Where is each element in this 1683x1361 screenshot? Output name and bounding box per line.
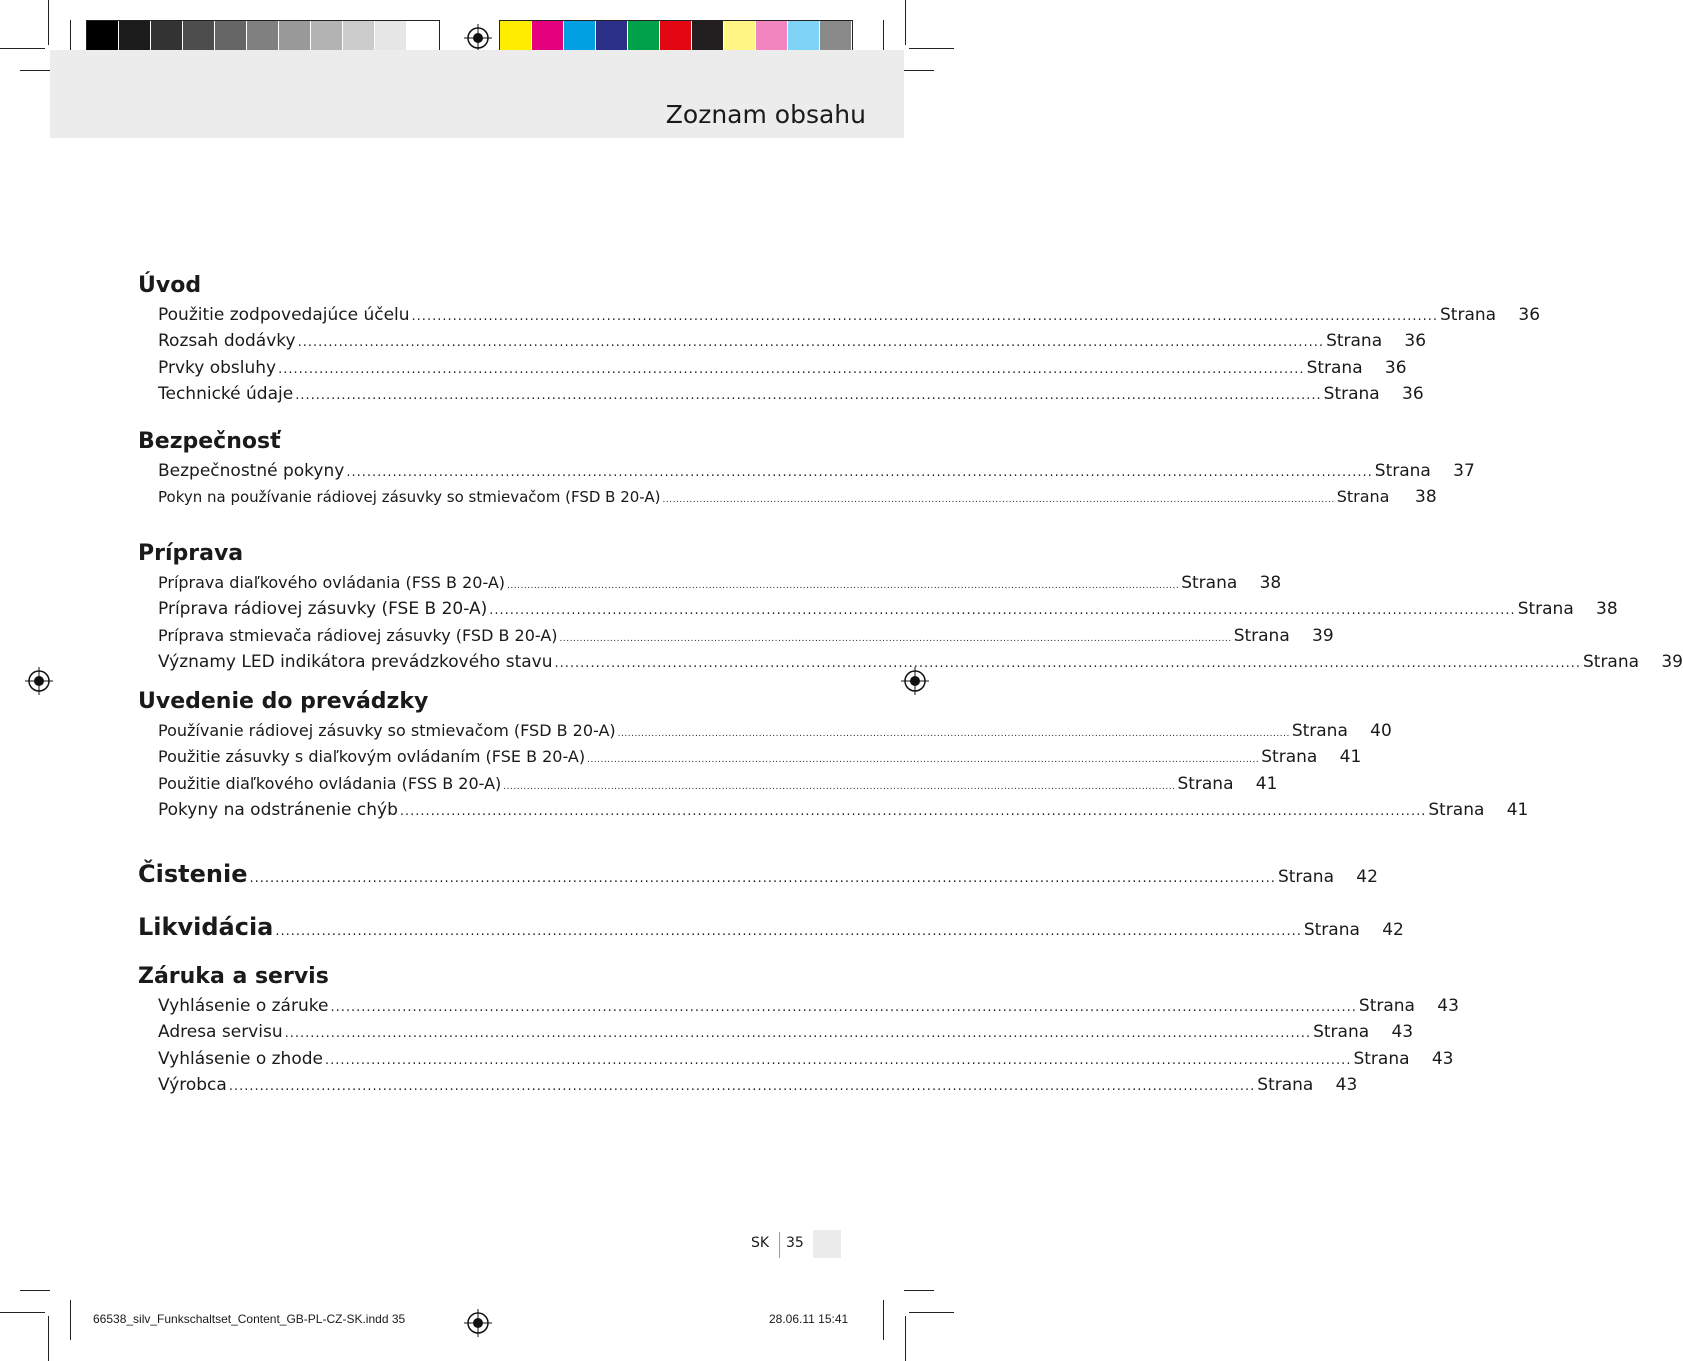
entry-strana: Strana (1374, 461, 1431, 481)
entry-strana: Strana (1261, 747, 1318, 768)
entry-page: 42 (1382, 920, 1404, 940)
crop-mark (20, 1290, 50, 1291)
crop-mark (0, 48, 45, 49)
crop-mark (20, 70, 50, 71)
entry-page: 41 (1506, 799, 1529, 820)
toc-entry[interactable] (138, 649, 1683, 675)
toc-entry[interactable] (138, 623, 1334, 649)
crop-mark (48, 0, 49, 45)
entry-page: 36 (1384, 357, 1407, 378)
entry-page: 43 (1437, 996, 1459, 1016)
entry-page: 43 (1431, 1048, 1454, 1069)
entry-label: Pokyny na odstránenie chýb (158, 799, 398, 820)
entry-strana: Strana (1440, 305, 1497, 325)
dot-leader: ........................................................................................................................................................................................................ (346, 465, 1373, 480)
toc-entry[interactable] (138, 993, 1459, 1019)
table-of-contents (138, 270, 1683, 1098)
dot-leader: ........................................................................................................................................................................................................ (284, 1026, 1312, 1042)
entry-strana: Strana (1323, 383, 1380, 404)
entry-strana: Strana (1353, 1048, 1410, 1069)
section-title: Príprava (138, 541, 244, 566)
entry-page: 41 (1255, 773, 1278, 794)
entry-strana: Strana (1257, 1074, 1314, 1095)
toc-entry[interactable] (138, 797, 1529, 823)
crop-mark (904, 1290, 934, 1291)
toc-entry[interactable] (138, 744, 1362, 770)
toc-section-bezpecnost (138, 412, 1475, 528)
entry-page: 36 (1404, 331, 1427, 352)
crop-mark (70, 1300, 71, 1340)
entry-label: Používanie rádiovej zásuvky so stmievačom (FSD B 20-A) (158, 721, 616, 740)
entry-label: Pokyn na používanie rádiovej zásuvky so stmievačom (FSD B 20-A) (158, 488, 661, 507)
crop-mark (905, 0, 906, 45)
entry-label: Bezpečnostné pokyny (158, 461, 345, 481)
crop-mark (48, 1316, 49, 1361)
entry-label: Príprava stmievača rádiovej zásuvky (FSD B 20-A) (158, 625, 558, 645)
entry-label: Vyhlásenie o záruke (158, 996, 329, 1016)
entry-page: 43 (1391, 1022, 1414, 1043)
toc-entry[interactable] (138, 570, 1282, 596)
dot-leader: ........................................................................................................................................................................................................ (278, 361, 1305, 377)
entry-label: Rozsah dodávky (158, 331, 296, 352)
crop-mark (909, 48, 954, 49)
entry-label: Použitie zodpovedajúce účelu (158, 305, 410, 325)
entry-label: Vyhlásenie o zhode (158, 1048, 323, 1069)
entry-page: 37 (1453, 461, 1475, 481)
toc-entry[interactable] (138, 381, 1424, 407)
entry-strana: Strana (1291, 721, 1348, 741)
toc-entry[interactable] (138, 458, 1475, 484)
entry-label: Významy LED indikátora prevádzkového stavu (158, 651, 553, 672)
section-title: Záruka a servis (138, 964, 329, 989)
section-title: Čistenie (138, 860, 248, 888)
dot-leader: ........................................................................................................................................................................................................ (554, 655, 1581, 671)
entry-label: Použitie diaľkového ovládania (FSS B 20-A) (158, 773, 502, 793)
entry-label: Technické údaje (158, 383, 294, 404)
toc-entry[interactable] (138, 328, 1427, 354)
entry-strana: Strana (1517, 599, 1574, 620)
crop-mark (70, 20, 71, 50)
entry-page: 39 (1661, 651, 1683, 672)
toc-section-cistenie[interactable] (138, 858, 1378, 890)
entry-strana: Strana (1233, 625, 1290, 646)
dot-leader: ........................................................................................................................................................................................................ (617, 729, 1290, 739)
entry-strana: Strana (1277, 867, 1334, 887)
entry-strana: Strana (1303, 920, 1360, 940)
entry-label: Prvky obsluhy (158, 357, 277, 378)
toc-section-zaruka (138, 961, 1459, 1098)
entry-page: 43 (1335, 1074, 1358, 1095)
footer-language: SK (751, 1235, 770, 1251)
toc-entry[interactable] (138, 1019, 1414, 1045)
footer-divider (779, 1232, 780, 1258)
dot-leader: ........................................................................................................................................................................................................ (399, 803, 1427, 819)
dot-leader: ........................................................................................................................................................................................................ (324, 1052, 1352, 1068)
toc-section-uvedenie (138, 686, 1529, 836)
entry-strana: Strana (1582, 651, 1640, 672)
dot-leader: ........................................................................................................................................................................................................ (559, 633, 1232, 644)
entry-label: Výrobca (158, 1074, 227, 1095)
dot-leader: ........................................................................................................................................................................................................ (295, 387, 1322, 403)
registration-mark-icon (25, 667, 53, 695)
entry-label: Príprava diaľkového ovládania (FSS B 20-A) (158, 573, 506, 592)
dot-leader: ........................................................................................................................................................................................................ (662, 495, 1335, 506)
dot-leader: ........................................................................................................................................................................................................ (503, 781, 1176, 792)
entry-label: Adresa servisu (158, 1022, 283, 1043)
page-title: Zoznam obsahu (665, 100, 866, 129)
entry-page: 38 (1415, 487, 1437, 508)
section-title: Likvidácia (138, 913, 274, 941)
entry-page: 42 (1356, 867, 1378, 887)
entry-page: 38 (1259, 573, 1282, 593)
registration-mark-icon (464, 1309, 492, 1337)
dot-leader: ........................................................................................................................................................................................................ (411, 309, 1439, 324)
entry-strana: Strana (1428, 799, 1485, 820)
toc-section-likvidacia[interactable] (138, 911, 1404, 943)
toc-entry[interactable] (138, 355, 1407, 381)
footer-page-number: 35 (786, 1235, 804, 1251)
entry-page: 39 (1312, 625, 1334, 646)
footer-tab (813, 1230, 841, 1258)
toc-entry[interactable] (138, 596, 1618, 622)
crop-mark (0, 1312, 45, 1313)
toc-section-priprava (138, 528, 1683, 686)
entry-strana: Strana (1326, 331, 1383, 352)
toc-entry[interactable] (138, 718, 1392, 744)
entry-strana: Strana (1177, 773, 1234, 794)
section-title: Bezpečnosť (138, 429, 281, 454)
crop-mark (883, 20, 884, 50)
entry-page: 41 (1339, 747, 1362, 768)
toc-entry[interactable] (138, 1046, 1454, 1072)
registration-mark-icon (464, 24, 492, 52)
entry-strana: Strana (1336, 487, 1390, 507)
entry-strana: Strana (1306, 357, 1363, 378)
dot-leader: ........................................................................................................................................................................................................ (507, 581, 1180, 591)
toc-entry[interactable] (138, 484, 1437, 510)
entry-page: 38 (1596, 599, 1618, 620)
dot-leader: ........................................................................................................................................................................................................ (249, 871, 1276, 886)
toc-entry[interactable] (138, 302, 1541, 328)
dot-leader: ........................................................................................................................................................................................................ (297, 335, 1325, 351)
entry-strana: Strana (1358, 996, 1415, 1016)
entry-page: 36 (1518, 305, 1541, 325)
entry-page: 36 (1402, 383, 1424, 404)
crop-mark (905, 1316, 906, 1361)
dot-leader: ........................................................................................................................................................................................................ (489, 603, 1516, 619)
crop-mark (904, 70, 934, 71)
slug-filename: 66538_silv_Funkschaltset_Content_GB-PL-CZ-SK.indd 35 (93, 1312, 406, 1326)
dot-leader: ........................................................................................................................................................................................................ (330, 1000, 1357, 1015)
entry-strana: Strana (1313, 1022, 1370, 1043)
entry-label: Príprava rádiovej zásuvky (FSE B 20-A) (158, 599, 488, 620)
entry-page: 40 (1370, 721, 1392, 741)
section-title: Uvedenie do prevádzky (138, 689, 429, 714)
toc-section-uvod (138, 270, 1541, 412)
entry-strana: Strana (1181, 573, 1238, 593)
entry-label: Použitie zásuvky s diaľkovým ovládaním (FSE B 20-A) (158, 747, 586, 767)
section-title: Úvod (138, 273, 202, 298)
slug-date: 28.06.11 15:41 (769, 1312, 849, 1326)
dot-leader: ........................................................................................................................................................................................................ (275, 924, 1302, 939)
dot-leader: ........................................................................................................................................................................................................ (228, 1078, 1256, 1094)
crop-mark (883, 1300, 884, 1340)
toc-entry[interactable] (138, 771, 1278, 797)
toc-entry[interactable] (138, 1072, 1358, 1098)
dot-leader: ........................................................................................................................................................................................................ (587, 755, 1260, 766)
crop-mark (909, 1312, 954, 1313)
